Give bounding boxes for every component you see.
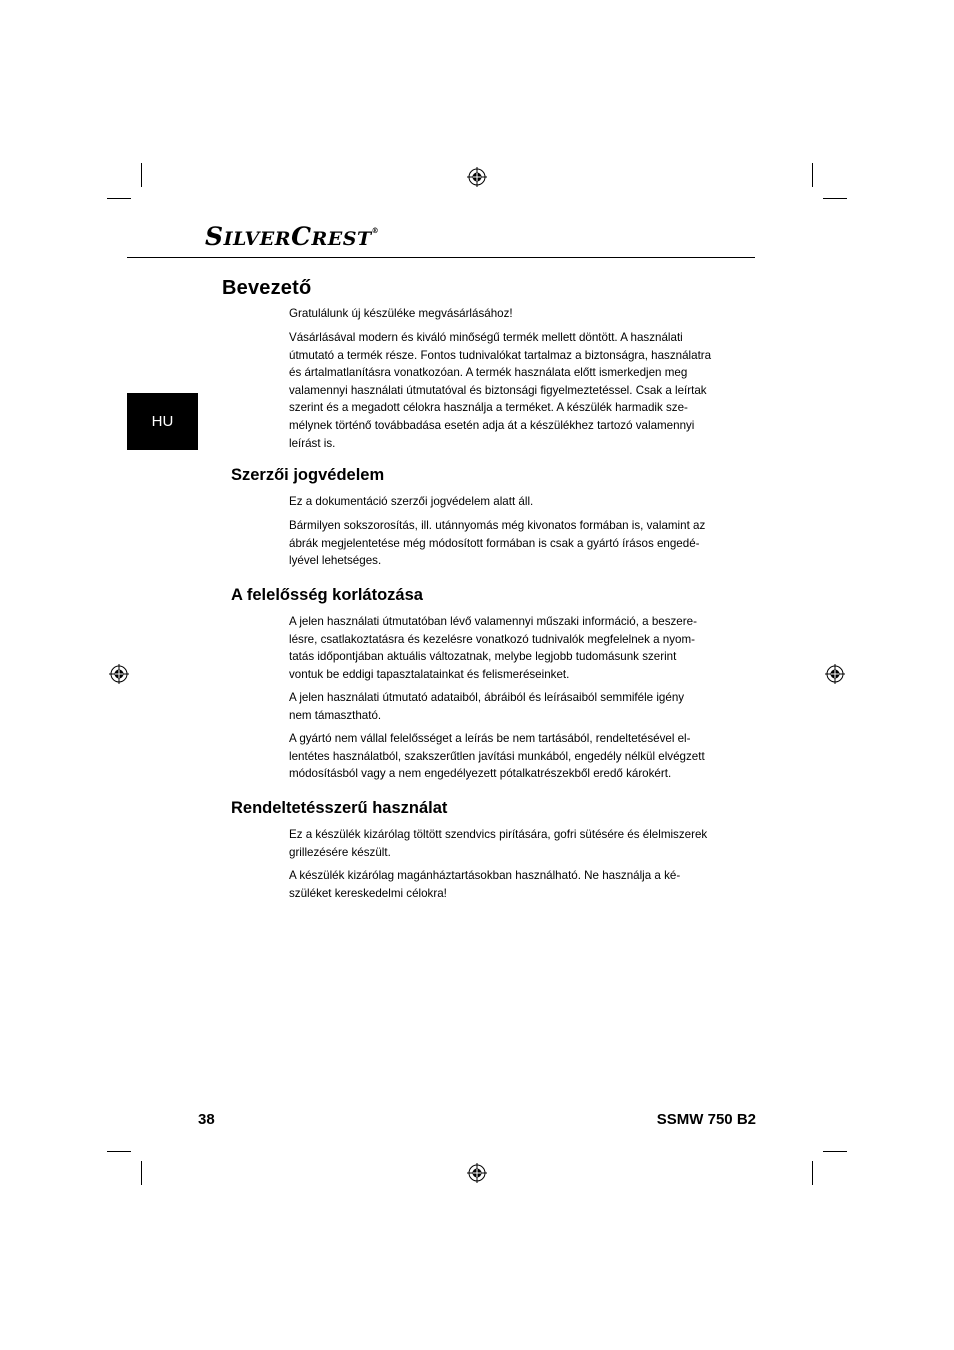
text-line: vontuk be eddigi tapasztalatainkat és felismeréseinket. bbox=[289, 667, 570, 681]
crop-mark-bottom-right-horizontal bbox=[823, 1151, 847, 1152]
text-line: és ártalmatlanításra vonatkozóan. A termék használata előtt ismerkedjen meg bbox=[289, 366, 688, 380]
crop-mark-top-right-horizontal bbox=[823, 198, 847, 199]
language-tab-label: HU bbox=[151, 413, 174, 430]
page-number: 38 bbox=[198, 1111, 215, 1128]
logo-text-rest: REST bbox=[311, 228, 372, 250]
text-line: ábrák megjelentetése még módosított formában is csak a gyártó írásos engedé- bbox=[289, 536, 700, 550]
text-line: mélynek történő továbbadása esetén adja át a készülékhez tartozó valamennyi bbox=[289, 418, 695, 432]
crop-mark-top-left-vertical bbox=[141, 163, 142, 187]
section-title-felelosseg-korlatozasa: A felelősség korlátozása bbox=[231, 586, 423, 604]
text-line: tatás időpontjában aktuális változatnak, melybe legjobb tudomásunk szerint bbox=[289, 650, 677, 664]
section-title-szerzoi-jogvedelem: Szerzői jogvédelem bbox=[231, 466, 385, 484]
paragraph bbox=[289, 517, 735, 570]
text-line: A jelen használati útmutatóban lévő valamennyi műszaki információ, a beszere- bbox=[289, 615, 697, 628]
text-line: lentétes használatból, szakszerűtlen javítási munkából, engedély nélkül elvégzett bbox=[289, 749, 705, 763]
paragraph bbox=[289, 329, 735, 452]
text-line: módosításból vagy a nem engedélyezett pótalkatrészekből eredő károkért. bbox=[289, 767, 672, 781]
text-line: A jelen használati útmutató adataiból, ábráiból és leírásaiból semmiféle igény bbox=[289, 691, 685, 704]
logo-registered-mark: ® bbox=[371, 226, 380, 235]
text-line: útmutató a termék része. Fontos tudnivalókat tartalmaz a biztonságra, használatra bbox=[289, 348, 712, 362]
registration-mark-left-icon bbox=[109, 664, 129, 684]
text-line: lyével lehetséges. bbox=[289, 554, 382, 568]
paragraph bbox=[289, 493, 735, 511]
paragraph bbox=[289, 867, 735, 902]
text-line: Ez a készülék kizárólag töltött szendvics pirítására, gofri sütésére és élelmiszerek bbox=[289, 828, 708, 841]
language-tab bbox=[127, 393, 198, 450]
header-rule bbox=[127, 257, 755, 258]
text-line: leírást is. bbox=[289, 436, 336, 450]
crop-mark-bottom-right-vertical bbox=[812, 1161, 813, 1185]
section-title-rendeltetesszeru-hasznalat: Rendeltetésszerű használat bbox=[231, 799, 448, 817]
paragraph bbox=[289, 689, 735, 724]
text-line: lésre, csatlakoztatásra és kezelésre vonatkozó tudnivalók megfelelnek a nyom- bbox=[289, 632, 695, 646]
crop-mark-bottom-left-vertical bbox=[141, 1161, 142, 1185]
text-line: valamennyi használati útmutatóval és biztonsági figyelmeztetéssel. Csak a leírtak bbox=[289, 383, 707, 397]
paragraph bbox=[289, 305, 735, 323]
text-line: Gratulálunk új készüléke megvásárlásához! bbox=[289, 307, 513, 320]
text-line: szüléket kereskedelmi célokra! bbox=[289, 886, 447, 900]
paragraph bbox=[289, 613, 735, 683]
registration-mark-top-icon bbox=[467, 167, 487, 187]
logo-letter-c: C bbox=[291, 222, 312, 251]
text-line: szerint és a megadott célokra használja a terméket. A készülék harmadik sze- bbox=[289, 401, 688, 415]
text-line: Ez a dokumentáció szerzői jogvédelem alatt áll. bbox=[289, 495, 534, 508]
crop-mark-top-left-horizontal bbox=[107, 198, 131, 199]
paragraph bbox=[289, 730, 735, 783]
text-line: nem támasztható. bbox=[289, 708, 382, 722]
text-line: Vásárlásával modern és kiváló minőségű termék mellett döntött. A használati bbox=[289, 331, 683, 344]
registration-mark-bottom-icon bbox=[467, 1163, 487, 1183]
text-line: A készülék kizárólag magánháztartásokban használható. Ne használja a ké- bbox=[289, 869, 681, 882]
logo-text-ilver: ILVER bbox=[223, 228, 292, 250]
crop-mark-bottom-left-horizontal bbox=[107, 1151, 131, 1152]
logo-letter-s: S bbox=[205, 222, 224, 251]
model-number: SSMW 750 B2 bbox=[656, 1111, 756, 1128]
paragraph bbox=[289, 826, 735, 861]
section-title-bevezeto: Bevezető bbox=[222, 277, 312, 299]
crop-mark-top-right-vertical bbox=[812, 163, 813, 187]
silvercrest-logo bbox=[205, 222, 379, 251]
text-line: A gyártó nem vállal felelősséget a leírás be nem tartásából, rendeltetésével el- bbox=[289, 732, 691, 745]
text-line: Bármilyen sokszorosítás, ill. utánnyomás még kivonatos formában is, valamint az bbox=[289, 519, 706, 532]
registration-mark-right-icon bbox=[825, 664, 845, 684]
text-line: grillezésére készült. bbox=[289, 845, 391, 859]
